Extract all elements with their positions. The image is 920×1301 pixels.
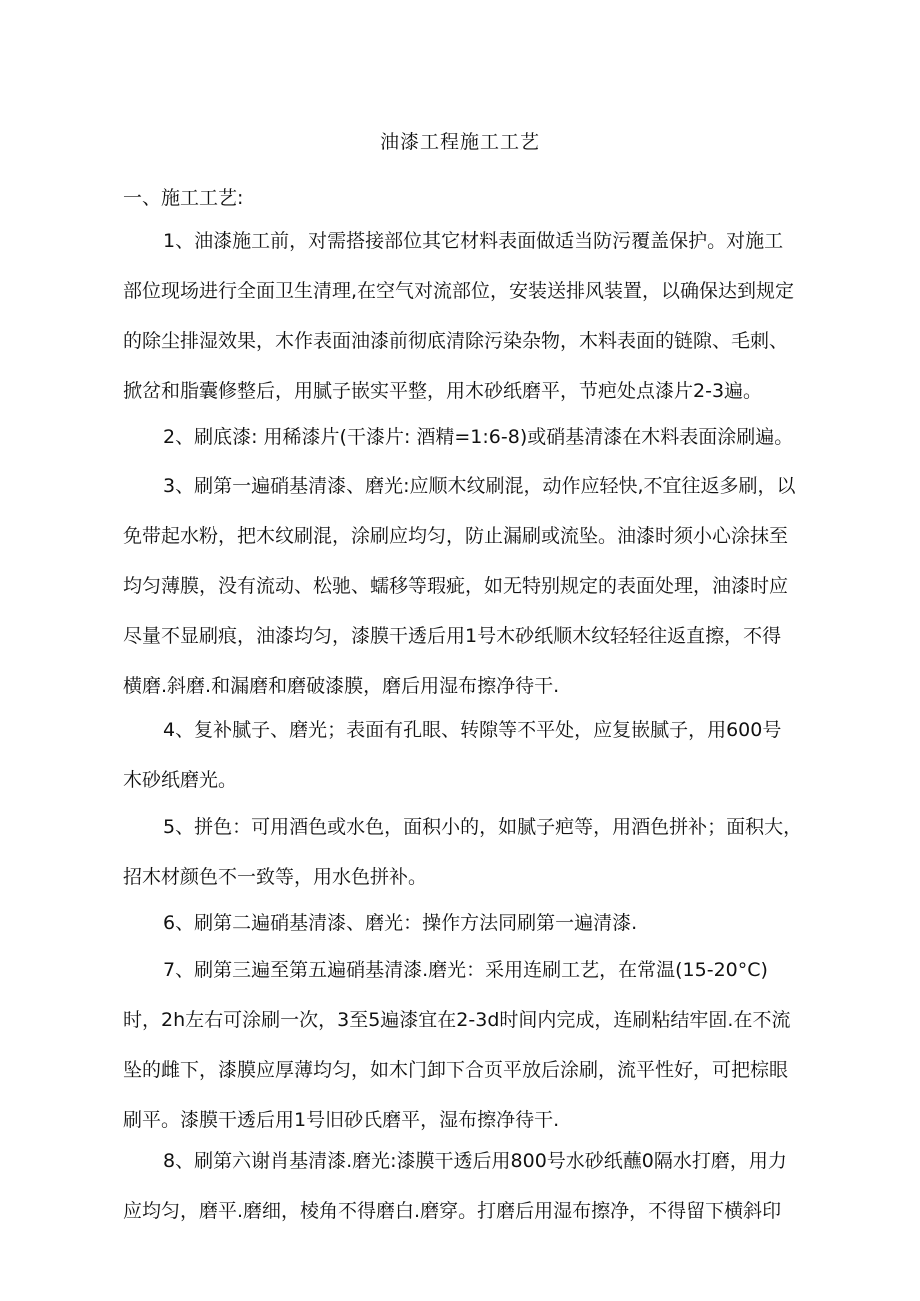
paragraph-line: 免带起水粉，把木纹刷混，涂刷应均匀，防止漏刷或流坠。油漆时须小心涂抹至 [123, 525, 789, 547]
paragraph-line: 4、复补腻子、磨光；表面有孔眼、转隙等不平处，应复嵌腻子，用600号 [163, 719, 782, 741]
paragraph-line: 的除尘排湿效果，木作表面油漆前彻底清除污染杂物，木料表面的链隙、毛刺、 [123, 330, 789, 352]
paragraph-line: 坠的雌下，漆膜应厚薄均匀，如木门卸下合页平放后涂刷，流平性好，可把棕眼 [123, 1059, 789, 1081]
section-heading: 一、施工工艺: [123, 187, 244, 209]
paragraph-line: 2、刷底漆: 用稀漆片(干漆片: 酒精=1:6-8)或硝基清漆在木料表面涂刷遍。 [163, 426, 794, 448]
paragraph-1 [123, 216, 829, 416]
paragraph-4 [123, 705, 829, 805]
paragraph-line: 1、油漆施工前，对需搭接部位其它材料表面做适当防污覆盖保护。对施工 [163, 230, 784, 252]
paragraph-line: 刷平。漆膜干透后用1号旧砂氏磨平，湿布擦净待干. [123, 1109, 560, 1131]
paragraph-line: 6、刷第二遍硝基清漆、磨光：操作方法同刷第一遍清漆. [163, 912, 638, 934]
paragraph-line: 5、拼色：可用酒色或水色，面积小的，如腻子疤等，用酒色拼补；面积大， [163, 816, 803, 838]
paragraph-line: 时，2h左右可涂刷一次，3至5遍漆宜在2-3d时间内完成，连刷粘结牢固.在不流 [123, 1009, 791, 1031]
paragraph-line: 应均匀，磨平.磨细，棱角不得磨白.磨穿。打磨后用湿布擦净，不得留下横斜印 [123, 1200, 782, 1222]
document-title: 油漆工程施工工艺 [379, 131, 540, 153]
paragraph-line: 3、刷第一遍硝基清漆、磨光:应顺木纹刷混，动作应轻快,不宜往返多刷，以 [163, 475, 796, 497]
paragraph-line: 木砂纸磨光。 [123, 769, 238, 791]
paragraph-line: 招木材颜色不一致等，用水色拼补。 [123, 866, 428, 888]
paragraph-line: 部位现场进行全面卫生清理,在空气对流部位，安装送排风装置，以确保达到规定 [123, 280, 795, 302]
paragraph-line: 掀岔和脂囊修整后，用腻子嵌实平整，用木砂纸磨平，节疤处点漆片2-3遍。 [123, 380, 763, 402]
paragraph-line: 横磨.斜磨.和漏磨和磨破漆膜，磨后用湿布擦净待干. [123, 675, 560, 697]
paragraph-line: 均匀薄膜，没有流动、松驰、蠕移等瑕疵，如无特别规定的表面处理，油漆时应 [123, 575, 789, 597]
paragraph-3 [123, 461, 829, 711]
paragraph-line: 7、刷第三遍至第五遍硝基清漆.磨光：采用连刷工艺，在常温(15-20°C) [163, 959, 768, 981]
paragraph-line: 8、刷第六谢肖基清漆.磨光:漆膜干透后用800号水砂纸蘸0隔水打磨，用力 [163, 1150, 787, 1172]
paragraph-line: 尽量不显刷痕，油漆均匀，漆膜干透后用1号木砂纸顺木纹轻轻往返直擦，不得 [123, 625, 782, 647]
paragraph-8 [123, 1136, 829, 1236]
paragraph-5 [123, 802, 829, 902]
paragraph-7 [123, 945, 829, 1145]
paragraph-6 [123, 898, 829, 948]
paragraph-2 [123, 412, 829, 462]
